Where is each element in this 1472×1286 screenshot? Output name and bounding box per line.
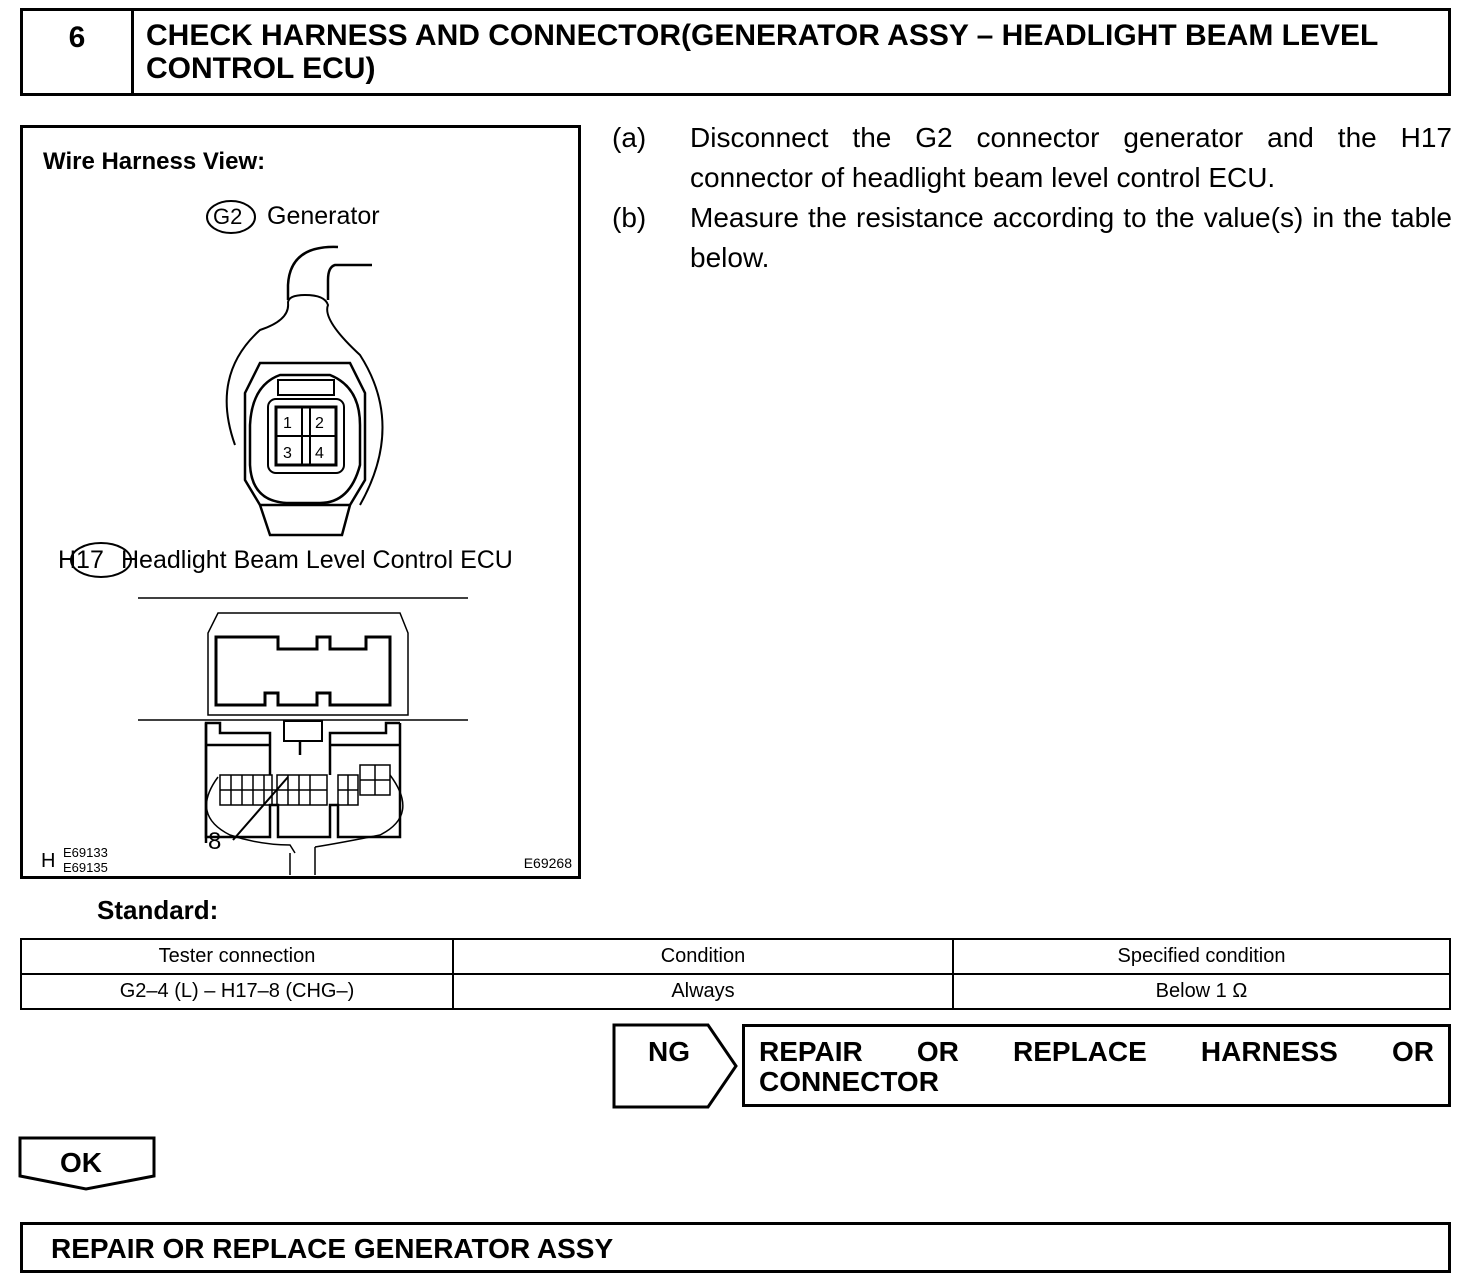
step-label: (b) bbox=[612, 202, 647, 233]
ref-code-right: E69268 bbox=[523, 855, 572, 871]
g2-pin: 2 bbox=[315, 415, 324, 432]
ref-prefix: H bbox=[41, 850, 56, 872]
g2-pin: 1 bbox=[283, 415, 292, 432]
wire-harness-figure bbox=[20, 125, 581, 879]
step-text: Disconnect the G2 connector generator and the H17 connector of headlight beam level control ECU. bbox=[690, 122, 1452, 193]
h17-connector-drawing bbox=[138, 598, 468, 875]
header-cell: Specified condition bbox=[953, 939, 1450, 974]
header-cell: Tester connection bbox=[21, 939, 453, 974]
table-cell: Below 1 Ω bbox=[953, 974, 1450, 1009]
step-title: CHECK HARNESS AND CONNECTOR(GENERATOR ASSY – HEADLIGHT BEAM LEVEL CONTROL ECU) bbox=[131, 8, 1451, 96]
table-cell: Always bbox=[453, 974, 953, 1009]
header-cell: Condition bbox=[453, 939, 953, 974]
ref-code: E69135 bbox=[63, 860, 108, 875]
standard-table bbox=[20, 938, 1451, 1010]
h17-code: H17 bbox=[58, 546, 104, 574]
step-label: (a) bbox=[612, 122, 647, 153]
table-cell: G2–4 (L) – H17–8 (CHG–) bbox=[21, 974, 453, 1009]
g2-pin-numbers bbox=[283, 415, 324, 462]
step-a bbox=[612, 118, 1452, 198]
ref-code: E69133 bbox=[63, 845, 108, 860]
h17-connector-name: Headlight Beam Level Control ECU bbox=[121, 546, 513, 574]
step-text: Measure the resistance according to the value(s) in the table below. bbox=[690, 202, 1452, 273]
ref-codes bbox=[63, 845, 108, 875]
g2-pin: 3 bbox=[283, 445, 292, 462]
connector-diagram bbox=[20, 125, 581, 879]
g2-connector-name: Generator bbox=[267, 202, 380, 230]
standard-label: Standard: bbox=[97, 895, 219, 925]
ng-label: NG bbox=[648, 1036, 690, 1067]
g2-connector-drawing bbox=[227, 247, 383, 535]
pin-8-label: 8 bbox=[208, 828, 222, 855]
final-action: REPAIR OR REPLACE GENERATOR ASSY bbox=[20, 1222, 1451, 1273]
step-number: 6 bbox=[20, 8, 134, 96]
g2-code: G2 bbox=[213, 204, 243, 229]
ok-label: OK bbox=[60, 1147, 102, 1178]
table-row bbox=[21, 974, 1450, 1009]
ng-action: REPAIR OR REPLACE HARNESS OR CONNECTOR bbox=[742, 1024, 1451, 1107]
g2-pin: 4 bbox=[315, 445, 324, 462]
step-b bbox=[612, 198, 1452, 278]
figure-title: Wire Harness View: bbox=[43, 148, 266, 175]
table-header-row bbox=[21, 939, 1450, 974]
